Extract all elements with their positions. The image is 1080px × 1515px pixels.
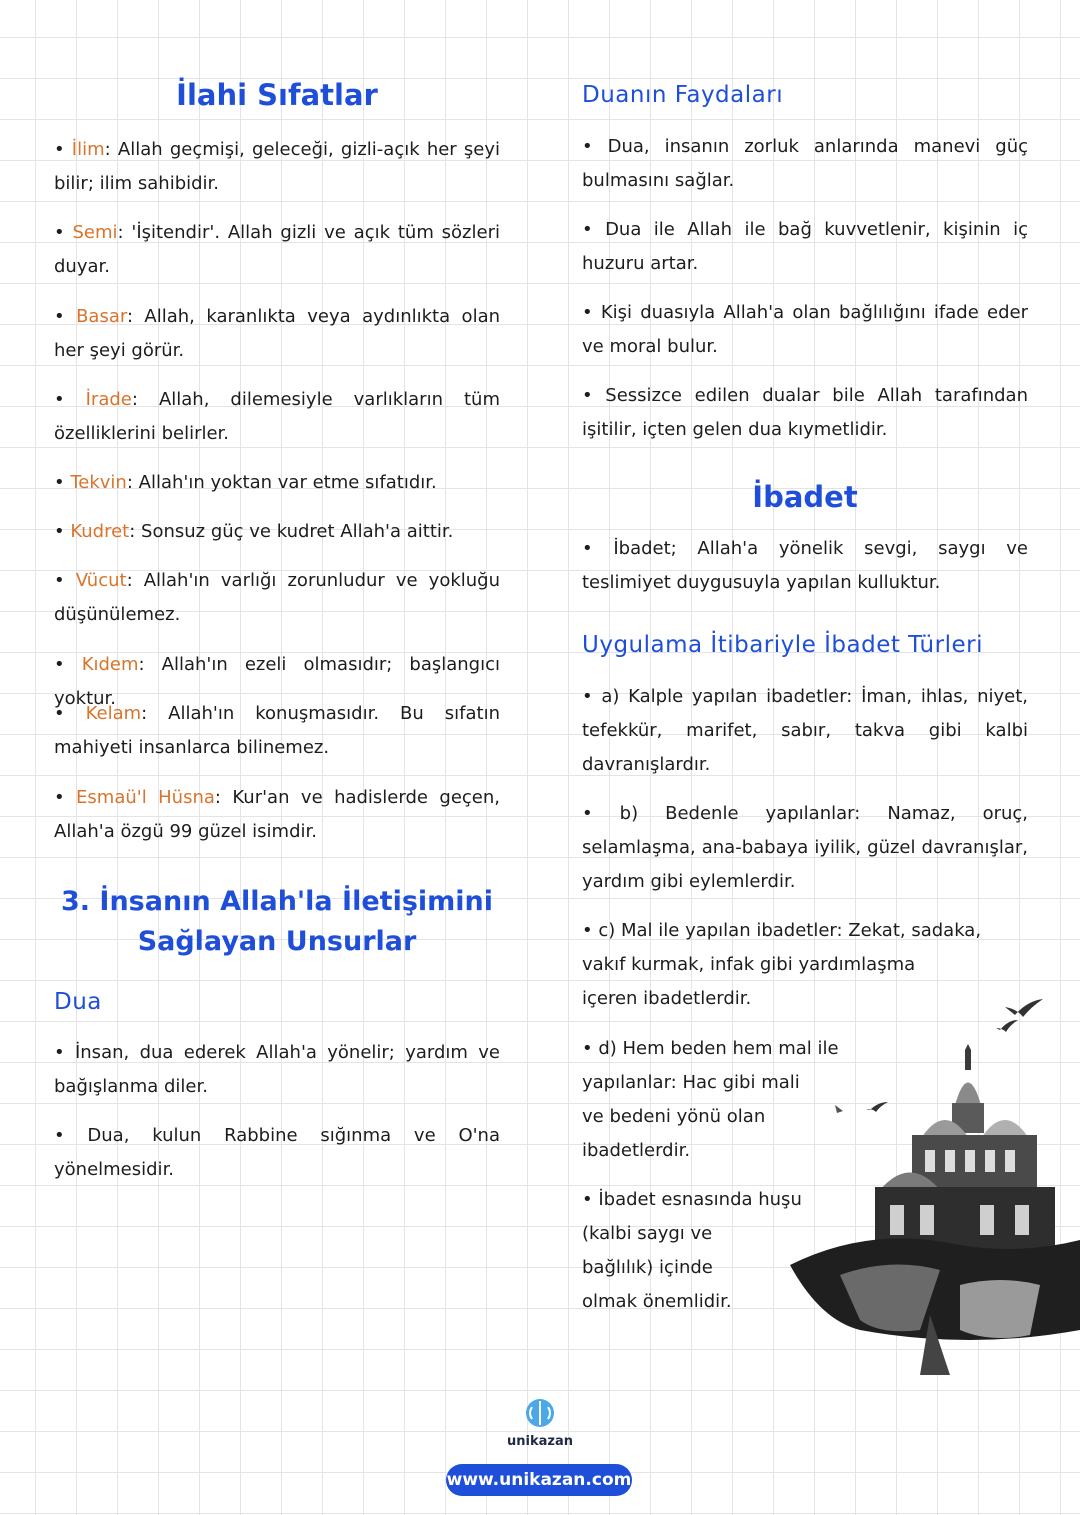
type-c-item: • c) Mal ile yapılan ibadetler: Zekat, sadaka, vakıf kurmak, infak gibi yardımlaşma içeren ibadetlerdir. (582, 920, 982, 1009)
section3-title (54, 882, 500, 962)
list-item-ilim: • İlim: Allah geçmişi, geleceği, gizli-açık her şeyi bilir; ilim sahibidir. (54, 139, 500, 194)
list-item-kudret: • Kudret: Sonsuz güç ve kudret Allah'a aittir. (54, 521, 454, 542)
type-d-item: • d) Hem beden hem mal ile yapılanlar: Hac gibi mali ve bedeni yönü olan ibadetlerdir. (582, 1038, 839, 1161)
section3-title-line2: Sağlayan Unsurlar (137, 926, 417, 957)
unikazan-logo (506, 1398, 574, 1449)
list-item-semi: • Semi: 'İşitendir'. Allah gizli ve açık tüm sözleri duyar. (54, 222, 500, 277)
website-url-link[interactable]: www.unikazan.com (446, 1464, 632, 1496)
bird-icon (866, 1102, 888, 1112)
ibadet-definition: • İbadet; Allah'a yönelik sevgi, saygı ve teslimiyet duygusuyla yapılan kulluktur. (582, 538, 1028, 593)
list-item-kidem: • Kıdem: Allah'ın ezeli olmasıdır; başlangıcı yoktur. (54, 654, 501, 709)
section3-title-line1: 3. İnsanın Allah'la İletişimini (60, 886, 494, 917)
benefit-item-1: • Dua, insanın zorluk anlarında manevi güç bulmasını sağlar. (582, 136, 1029, 191)
brain-logo-icon (520, 1398, 560, 1428)
bird-icon (835, 1105, 843, 1113)
list-item-basar: • Basar: Allah, karanlıkta veya aydınlıkta olan her şeyi görür. (54, 306, 501, 361)
type-b-item: • b) Bedenle yapılanlar: Namaz, oruç, selamlaşma, ana-babaya iyilik, güzel davranışlar, yardım gibi eylemlerdir. (582, 803, 1029, 892)
benefit-item-2: • Dua ile Allah ile bağ kuvvetlenir, kişinin iç huzuru artar. (582, 219, 1029, 274)
type-a-item: • a) Kalple yapılan ibadetler: İman, ihlas, niyet, tefekkür, marifet, sabır, takva gibi kalbi davranışlardır. (582, 686, 1028, 775)
dua-heading: Dua (54, 989, 102, 1015)
list-item-irade: • İrade: Allah, dilemesiyle varlıkların tüm özelliklerini belirler. (54, 389, 500, 444)
dua-item-1: • İnsan, dua ederek Allah'a yönelir; yardım ve bağışlanma diler. (54, 1042, 501, 1097)
list-item-esmaul-husna: • Esmaü'l Hüsna: Kur'an ve hadislerde geçen, Allah'a özgü 99 güzel isimdir. (54, 787, 500, 842)
benefit-item-3: • Kişi duasıyla Allah'a olan bağlılığını ifade eder ve moral bulur. (582, 302, 1028, 357)
ibadet-types-heading: Uygulama İtibariyle İbadet Türleri (582, 632, 983, 658)
bird-icon (996, 1020, 1018, 1032)
ibadet-title: İbadet (752, 480, 858, 514)
list-item-tekvin: • Tekvin: Allah'ın yoktan var etme sıfatıdır. (54, 472, 437, 493)
mosque-illustration (780, 975, 1080, 1395)
husu-item: • İbadet esnasında huşu (kalbi saygı ve bağlılık) içinde olmak önemlidir. (582, 1189, 802, 1312)
dua-item-2: • Dua, kulun Rabbine sığınma ve O'na yönelmesidir. (54, 1125, 500, 1180)
ilahi-sifatlar-title: İlahi Sıfatlar (176, 78, 378, 112)
list-item-kelam: • Kelam: Allah'ın konuşmasıdır. Bu sıfatın mahiyeti insanlarca bilinemez. (54, 703, 500, 758)
mosque-building (790, 1044, 1080, 1375)
benefit-item-4: • Sessizce edilen dualar bile Allah tarafından işitilir, içten gelen dua kıymetlidir. (582, 385, 1028, 440)
bird-icon (1005, 999, 1043, 1017)
list-item-vucut: • Vücut: Allah'ın varlığı zorunludur ve yokluğu düşünülemez. (54, 570, 500, 625)
logo-text: unikazan (507, 1434, 573, 1449)
dua-benefits-heading: Duanın Faydaları (582, 82, 784, 108)
